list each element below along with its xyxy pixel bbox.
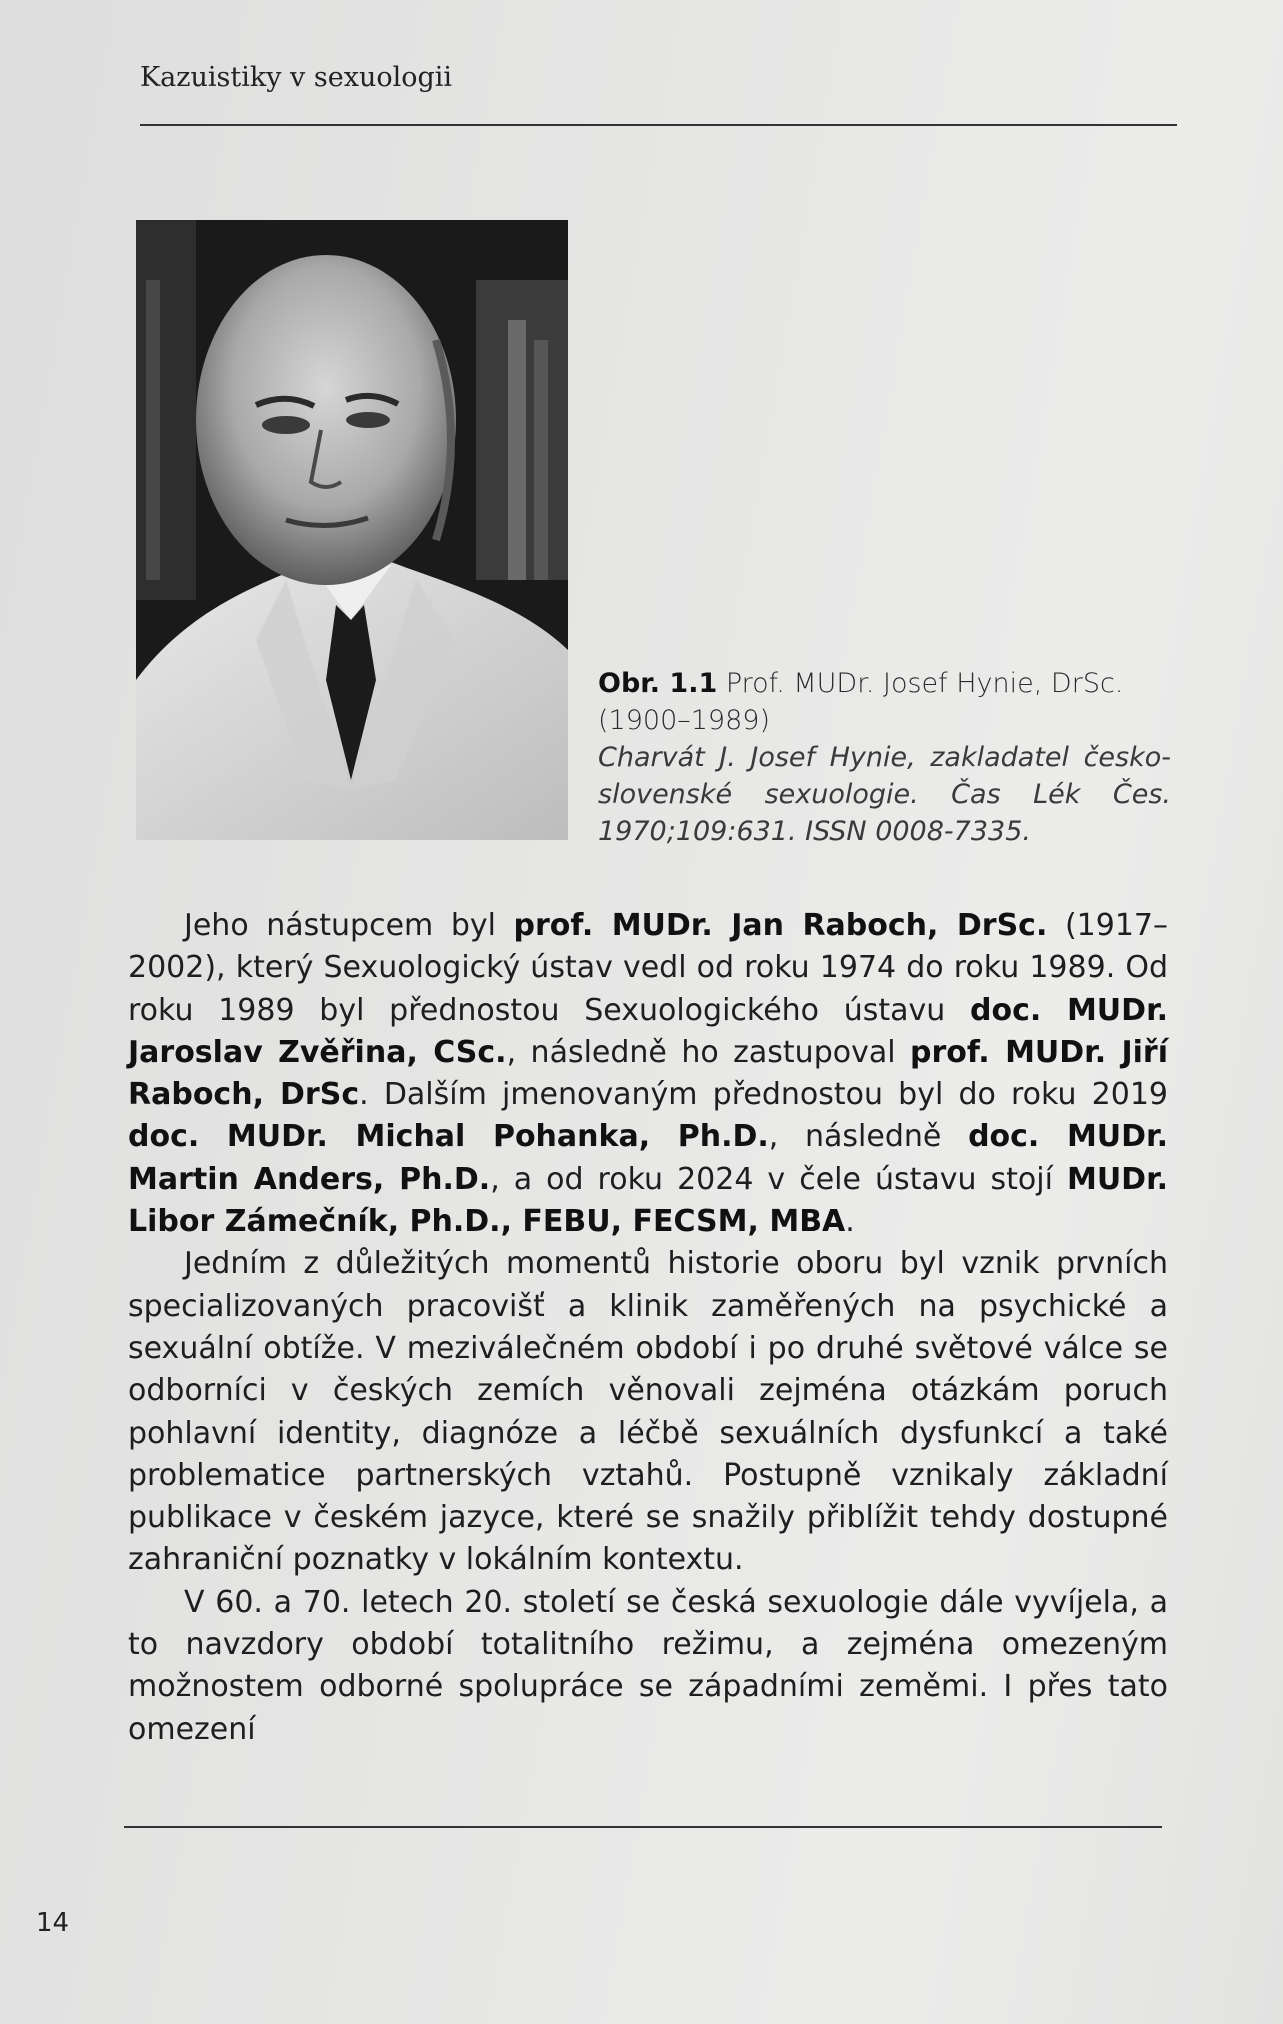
header-rule (140, 124, 1177, 126)
page-number: 14 (36, 1908, 70, 1938)
text-run: (1917–2002), který Sexuologický ústav vedl od roku 1974 do roku 1989. Od roku 1989 byl přednostou Sexuologického ústavu (128, 908, 1168, 1028)
bold-name: prof. MUDr. Jiří Raboch, DrSc (128, 1034, 1168, 1113)
figure-title: Prof. MUDr. Josef Hynie, DrSc. (1900–1989) (598, 668, 1124, 736)
body-paragraph (128, 1243, 1168, 1581)
text-run: , následně ho zastupoval (506, 1034, 911, 1070)
footer-rule (124, 1826, 1162, 1828)
bold-name: doc. MUDr. Jaroslav Zvěřina, CSc. (128, 992, 1168, 1070)
body-paragraph (128, 1582, 1168, 1751)
portrait-image (136, 220, 568, 840)
body-paragraph (128, 905, 1168, 1243)
figure-label: Obr. 1.1 (598, 668, 718, 699)
text-run: V 60. a 70. letech 20. století se česká sexuologie dále vyvíjela, a to navzdory období totalitního režimu, a zejména omezeným možnostem odborné spolupráce se západními zeměmi. I přes tato omezení (128, 1584, 1168, 1747)
figure-caption (598, 665, 1171, 850)
portrait-photo (136, 220, 568, 840)
bold-name: doc. MUDr. Martin Anders, Ph.D. (128, 1119, 1168, 1197)
running-head: Kazuistiky v sexuologii (140, 62, 453, 93)
text-run: Jedním z důležitých momentů historie oboru byl vznik prvních specializovaných pracovišť a klinik zaměřených na psychické a sexuální obtíže. V meziválečném období i po druhé světové válce se odborníci v českých zemích věnovali zejména otázkám poruch pohlavní identity, diagnóze a léčbě sexuálních dysfunkcí a také problematice partnerských vztahů. Postupně vznikaly základní publikace v českém jazyce, které se snažily přiblížit tehdy dostupné zahraniční poznatky v lokálním kontextu. (128, 1246, 1168, 1578)
bold-name: doc. MUDr. Michal Pohanka, Ph.D. (128, 1119, 769, 1155)
figure-source: Charvát J. Josef Hynie, zakladatel česko-slovenské sexuologie. Čas Lék Čes. 1970;109:631. ISSN 0008-7335. (598, 742, 1171, 847)
text-run: Jeho nástupcem byl (184, 908, 514, 943)
bold-name: prof. MUDr. Jan Raboch, DrSc. (513, 908, 1048, 943)
text-run: , a od roku 2024 v čele ústavu stojí (490, 1161, 1067, 1197)
text-run: . Dalším jmenovaným přednostou byl do roku 2019 (359, 1077, 1168, 1113)
bold-name: MUDr. Libor Zámečník, Ph.D., FEBU, FECSM, MBA (128, 1161, 1168, 1240)
text-run: , následně (768, 1119, 969, 1155)
text-run: . (845, 1204, 855, 1240)
body-text (128, 905, 1168, 1751)
